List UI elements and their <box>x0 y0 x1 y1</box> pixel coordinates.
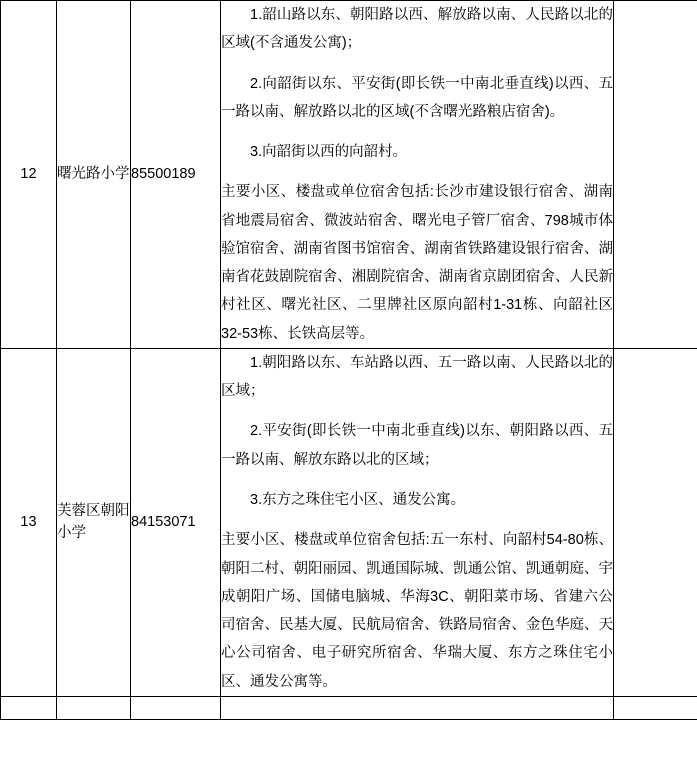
row-index: 12 <box>1 1 57 349</box>
school-code: 85500189 <box>131 1 221 349</box>
enrollment-scope <box>221 1 614 349</box>
scope-paragraph: 2.向韶街以东、平安街(即长铁一中南北垂直线)以西、五一路以南、解放路以北的区域(不含曙光路粮店宿舍)。 <box>221 75 613 120</box>
scope-paragraph: 1.朝阳路以东、车站路以西、五一路以南、人民路以北的区域； <box>221 354 613 400</box>
school-name <box>57 696 131 719</box>
table-row <box>1 348 697 696</box>
scope-paragraph: 3.向韶街以西的向韶村。 <box>250 144 408 161</box>
remark-cell <box>614 1 697 349</box>
scope-paragraph: 3.东方之珠住宅小区、通发公寓。 <box>250 491 466 508</box>
enrollment-scope <box>221 696 614 719</box>
school-code <box>131 696 221 719</box>
enrollment-scope <box>221 348 614 696</box>
scope-paragraph: 主要小区、楼盘或单位宿舍包括:五一东村、向韶村54-80栋、朝阳二村、朝阳丽园、凯通国际城、凯通公馆、凯通朝庭、宇成朝阳广场、国储电脑城、华海3C、朝阳菜市场、省建六公司宿舍、民基大厦、民航局宿舍、铁路局宿舍、金色华庭、天心公司宿舍、电子研究所宿舍、华瑞大厦、东方之珠住宅小区、通发公寓等。 <box>221 532 613 690</box>
scope-paragraph: 2.平安街(即长铁一中南北垂直线)以东、朝阳路以西、五一路以南、解放东路以北的区域； <box>221 423 613 468</box>
remark-cell <box>614 696 697 719</box>
school-name: 曙光路小学 <box>57 1 131 349</box>
remark-cell <box>614 348 697 696</box>
school-code: 84153071 <box>131 348 221 696</box>
scope-paragraph: 1.韶山路以东、朝阳路以西、解放路以南、人民路以北的区域(不含通发公寓)； <box>221 7 613 52</box>
row-index: 13 <box>1 348 57 696</box>
school-name: 芙蓉区朝阳小学 <box>57 348 131 696</box>
row-index <box>1 696 57 719</box>
scope-paragraph: 主要小区、楼盘或单位宿舍包括:长沙市建设银行宿舍、湖南省地震局宿舍、微波站宿舍、曙光电子管厂宿舍、798城市体验馆宿舍、湖南省图书馆宿舍、湖南省铁路建设银行宿舍、湖南省花鼓剧院宿舍、湘剧院宿舍、湖南省京剧团宿舍、人民新村社区、曙光社区、二里牌社区原向韶村1-31栋、向韶社区32-53栋、长铁高层等。 <box>221 184 613 342</box>
table-row <box>1 696 697 719</box>
table-row <box>1 1 697 349</box>
